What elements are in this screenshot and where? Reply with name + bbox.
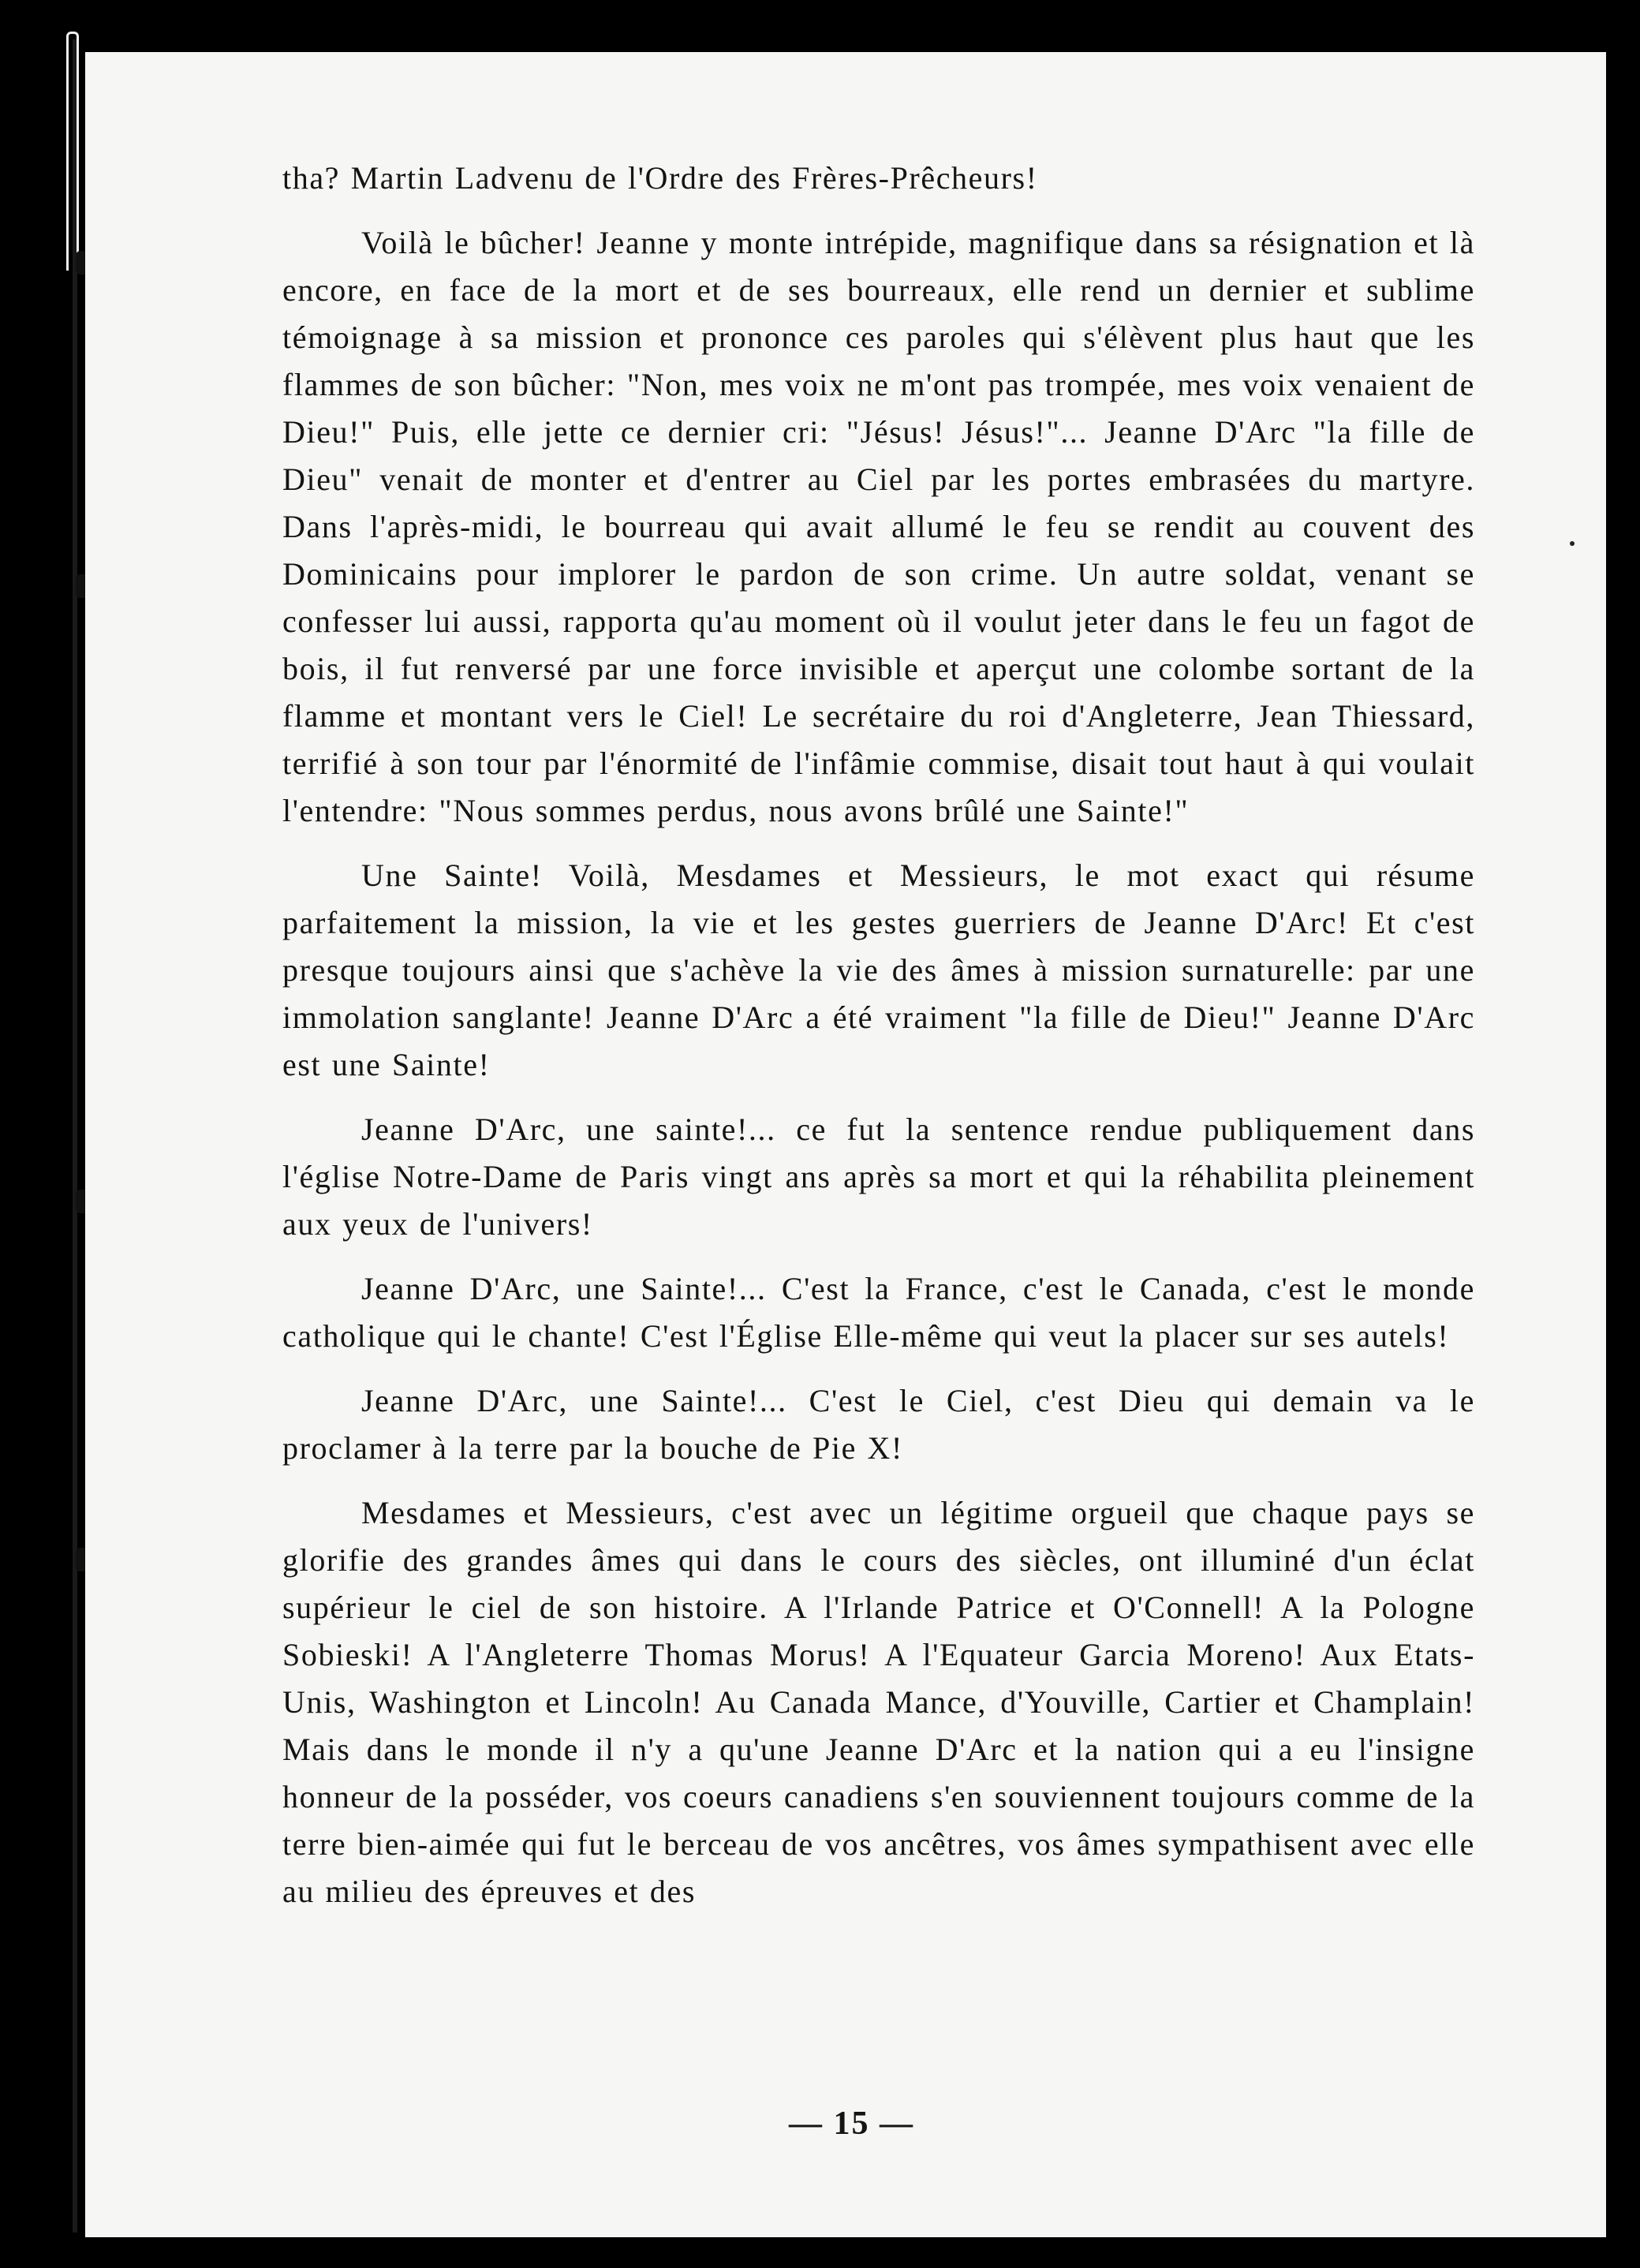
binding-thread	[66, 32, 79, 271]
page-number: — 15 —	[789, 2105, 914, 2142]
body-text	[282, 155, 1475, 1933]
paragraph: Mesdames et Messieurs, c'est avec un légitime orgueil que chaque pays se glorifie des grandes âmes qui dans le cours des siècles, ont illuminé d'un éclat supérieur le ciel de son histoire. A l'Irlande Patrice et O'Connell! A la Pologne Sobieski! A l'Angleterre Thomas Morus! A l'Equateur Garcia Moreno! Aux Etats-Unis, Washington et Lincoln! Au Canada Mance, d'Youville, Cartier et Champlain! Mais dans le monde il n'y a qu'une Jeanne D'Arc et la nation qui a eu l'insigne honneur de la posséder, vos coeurs canadiens s'en souviennent toujours comme de la terre bien-aimée qui fut le berceau de vos ancêtres, vos âmes sympathisent avec elle au milieu des épreuves et des	[282, 1495, 1475, 1909]
paragraph: Jeanne D'Arc, une Sainte!... C'est le Ciel, c'est Dieu qui demain va le proclamer à la terre par la bouche de Pie X!	[282, 1383, 1475, 1466]
scan-speck	[1570, 541, 1575, 546]
paragraph: Voilà le bûcher! Jeanne y monte intrépide, magnifique dans sa résignation et là encore, en face de la mort et de ses bourreaux, elle rend un dernier et sublime témoignage à sa mission et prononce ces paroles qui s'élèvent plus haut que les flammes de son bûcher: "Non, mes voix ne m'ont pas trompée, mes voix venaient de Dieu!" Puis, elle jette ce dernier cri: "Jésus! Jésus!"... Jeanne D'Arc "la fille de Dieu" venait de monter et d'entrer au Ciel par les portes embrasées du martyre. Dans l'après-midi, le bourreau qui avait allumé le feu se rendit au couvent des Dominicains pour implorer le pardon de son crime. Un autre soldat, venant se confesser lui aussi, rapporta qu'au moment où il voulut jeter dans le feu un fagot de bois, il fut renversé par une force invisible et aperçut une colombe sortant de la flamme et montant vers le Ciel! Le secrétaire du roi d'Angleterre, Jean Thiessard, terrifié à son tour par l'énormité de l'infâmie commise, disait tout haut à qui voulait l'entendre: "Nous sommes perdus, nous avons brûlé une Sainte!"	[282, 225, 1475, 828]
binding-edge	[73, 39, 77, 2233]
binding-spine	[55, 39, 88, 2233]
paragraph: tha? Martin Ladvenu de l'Ordre des Frères-Prêcheurs!	[282, 160, 1038, 196]
paragraph: Jeanne D'Arc, une Sainte!... C'est la France, c'est le Canada, c'est le monde catholique qui le chante! C'est l'Église Elle-même qui veut la placer sur ses autels!	[282, 1271, 1475, 1354]
paragraph: Une Sainte! Voilà, Mesdames et Messieurs, le mot exact qui résume parfaitement la mission, la vie et les gestes guerriers de Jeanne D'Arc! Et c'est presque toujours ainsi que s'achève la vie des âmes à mission surnaturelle: par une immolation sanglante! Jeanne D'Arc a été vraiment "la fille de Dieu!" Jeanne D'Arc est une Sainte!	[282, 858, 1475, 1082]
paragraph: Jeanne D'Arc, une sainte!... ce fut la sentence rendue publiquement dans l'église Notre-Dame de Paris vingt ans après sa mort et qui la réhabilita pleinement aux yeux de l'univers!	[282, 1112, 1475, 1242]
